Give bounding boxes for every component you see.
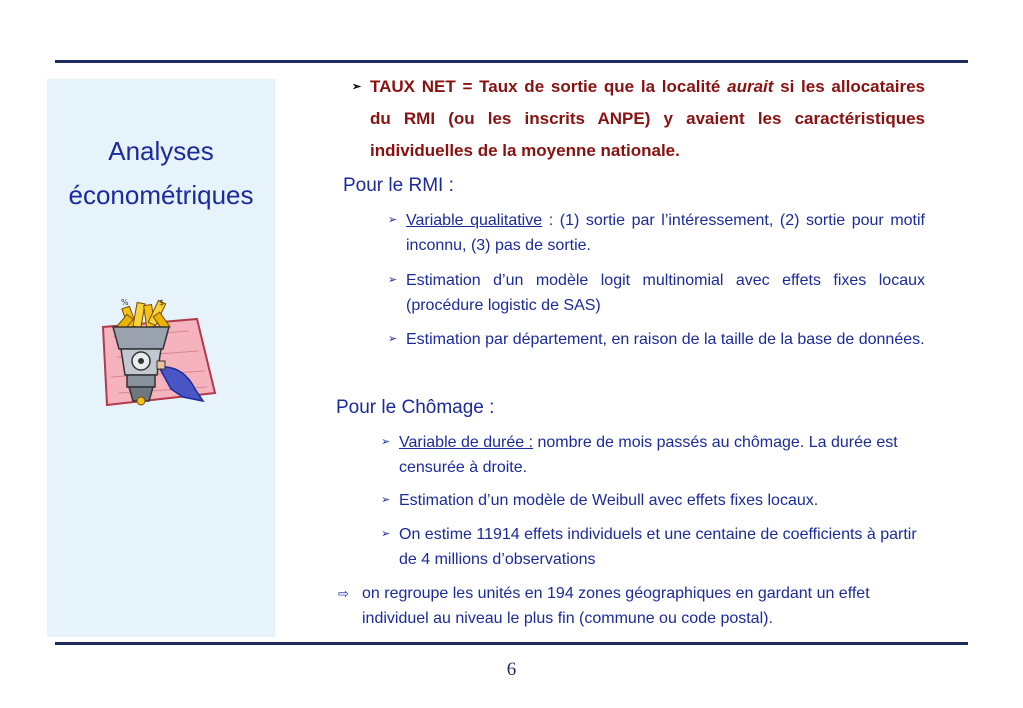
arrowhead-bullet-icon: ➢ <box>352 81 362 93</box>
intro-text-1: TAUX NET = Taux de sortie que la localité <box>370 77 728 96</box>
arrowhead-bullet-icon: ➢ <box>388 274 398 286</box>
sidebar-title-line2: économétriques <box>68 180 254 210</box>
arrowhead-bullet-icon: ➢ <box>388 333 398 345</box>
arrowhead-bullet-icon: ➢ <box>381 436 391 448</box>
rmi-heading: Pour le RMI : <box>343 175 454 196</box>
chomage-item-1-label: Variable de durée : <box>399 434 534 451</box>
intro-text-2: si les allocataires du RMI (ou les inscrits ANPE) y avaient les caractéristiques individuelles de la moyenne nationale. <box>370 77 925 160</box>
chomage-item-1 <box>381 430 919 480</box>
arrowhead-bullet-icon: ➢ <box>381 528 391 540</box>
rmi-item-1-text: : (1) sortie par l’intéressement, (2) sortie pour motif inconnu, (3) pas de sortie. <box>406 212 925 254</box>
chomage-item-3-text: On estime 11914 effets individuels et une centaine de coefficients à partir de 4 millions d’observations <box>399 526 917 568</box>
arrowhead-bullet-icon: ➢ <box>388 214 398 226</box>
arrowhead-bullet-icon: ➢ <box>381 494 391 506</box>
conclusion-text: on regroupe les unités en 194 zones géographiques en gardant un effet individuel au niveau le plus fin (commune ou code postal). <box>362 585 870 627</box>
chomage-item-3 <box>381 522 919 572</box>
outline-arrow-bullet-icon: ⇨ <box>338 586 349 601</box>
svg-text:%: % <box>121 298 129 307</box>
conclusion-paragraph <box>338 581 922 631</box>
rmi-item-1-label: Variable qualitative <box>406 212 543 229</box>
intro-paragraph <box>352 71 925 167</box>
rmi-item-2-text: Estimation d’un modèle logit multinomial avec effets fixes locaux (procédure logistic de SAS) <box>406 272 925 314</box>
intro-emphasis: aurait <box>727 77 774 96</box>
rmi-item-3-text: Estimation par département, en raison de la taille de la base de données. <box>406 331 925 348</box>
sidebar-title-line1: Analyses <box>108 136 214 166</box>
chomage-item-2-text: Estimation d’un modèle de Weibull avec effets fixes locaux. <box>399 492 819 509</box>
page-number: 6 <box>506 659 517 680</box>
chomage-heading: Pour le Chômage : <box>336 397 495 418</box>
rmi-item-3 <box>388 327 925 352</box>
bottom-rule <box>55 642 968 645</box>
chomage-item-1-text: nombre de mois passés au chômage. La durée est censurée à droite. <box>399 434 898 476</box>
chomage-item-2 <box>381 488 919 513</box>
rmi-item-1 <box>388 208 925 258</box>
rmi-item-2 <box>388 268 925 318</box>
svg-text:$: $ <box>159 298 165 307</box>
